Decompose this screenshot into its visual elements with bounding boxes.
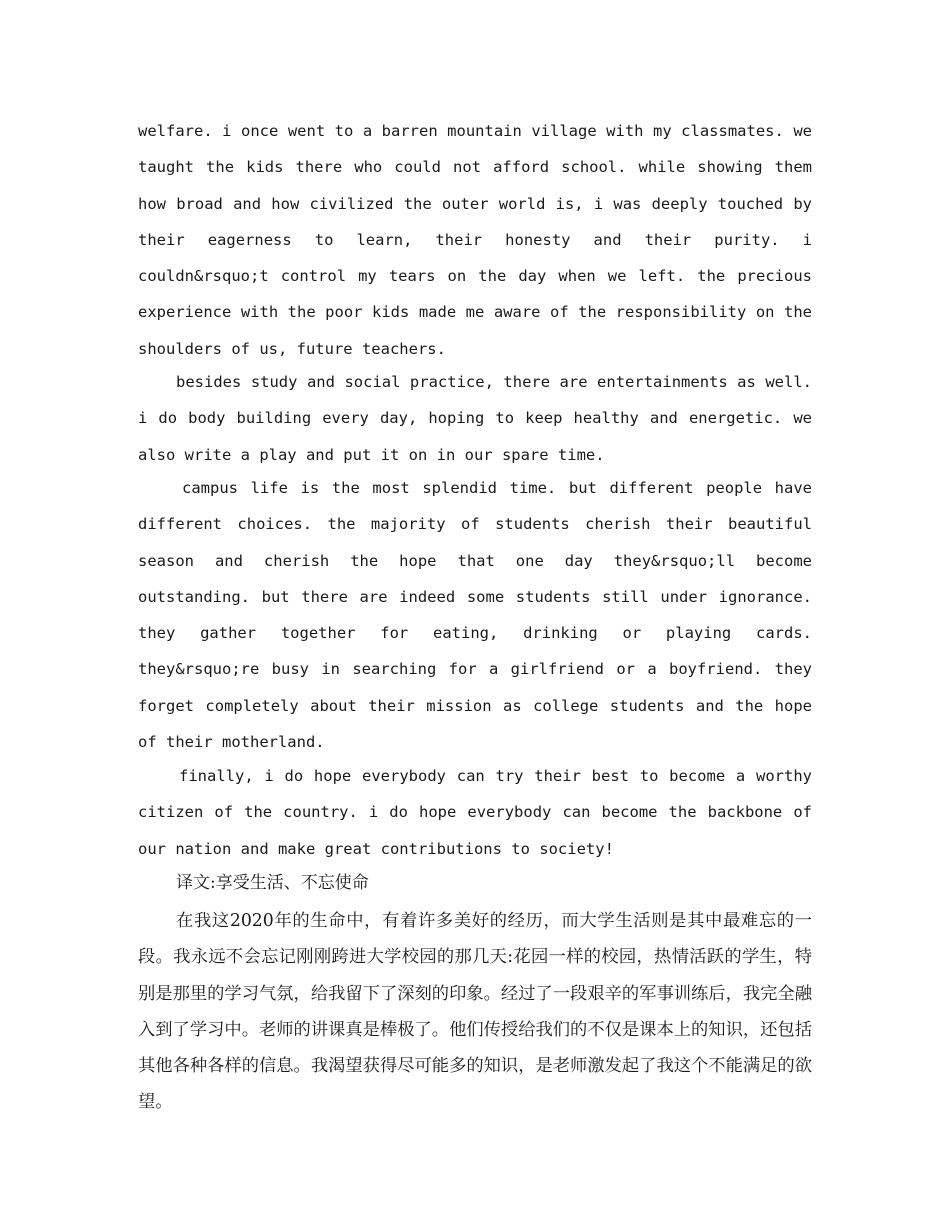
paragraph-finally: finally, i do hope everybody can try their best to become a worthy citizen of the country. i do hope everybody can become the backbone of our nation and make great contributions to society! — [138, 767, 812, 858]
paragraph-campus-life: campus life is the most splendid time. but different people have different choices. the majority of students cherish their beautiful season and cherish the hope that one day they&rsquo;ll become outstanding. but there are indeed some students still under ignorance. they gather together for eating, drinking or playing cards. they&rsquo;re busy in searching for a girlfriend or a boyfriend. they forget completely about their mission as college students and the hope of their motherland. — [138, 479, 812, 752]
paragraph-welfare: welfare. i once went to a barren mountain village with my classmates. we taught the kids there who could not afford school. while showing them how broad and how civilized the outer world is, i was deeply touched by their eagerness to learn, their honesty and their purity. i couldn&rsquo;t control my tears on the day when we left. the precious experience with the poor kids made me aware of the responsibility on the shoulders of us, future teachers. — [138, 122, 812, 358]
paragraph-entertainments: besides study and social practice, there are entertainments as well. i do body building every day, hoping to keep healthy and energetic. we also write a play and put it on in our spare time. — [138, 373, 812, 464]
translation-title: 译文:享受生活、不忘使命 — [176, 873, 369, 893]
paragraph-chinese-translation: 在我这2020年的生命中，有着许多美好的经历，而大学生活则是其中最难忘的一段。我永远不会忘记刚刚跨进大学校园的那几天:花园一样的校园，热情活跃的学生，特别是那里的学习气氛，给我留下了深刻的印象。经过了一段艰辛的军事训练后，我完全融入到了学习中。老师的讲课真是棒极了。他们传授给我们的不仅是课本上的知识，还包括其他各种各样的信息。我渴望获得尽可能多的知识，是老师激发起了我这个不能满足的欲望。 — [138, 911, 812, 1113]
